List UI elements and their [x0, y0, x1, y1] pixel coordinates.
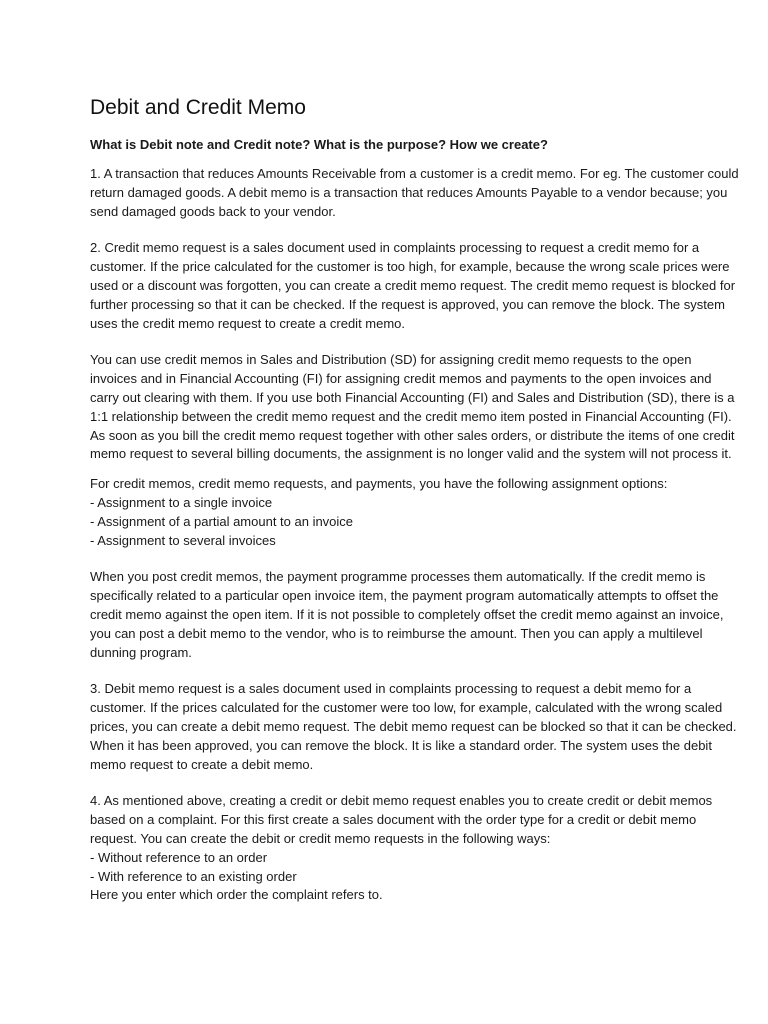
list-item: - Assignment of a partial amount to an invoice: [90, 513, 354, 529]
paragraph-7: 4. As mentioned above, creating a credit or debit memo request enables you to create credit or debit memos based on a complaint. For this first create a sales document with the order type for a credit or debit memo request. You can create the debit or credit memo requests in the following ways:: [90, 793, 713, 846]
paragraph-4-intro: For credit memos, credit memo requests, and payments, you have the following assignment options:: [90, 476, 668, 492]
document-subtitle: What is Debit note and Credit note? What is the purpose? How we create?: [90, 137, 548, 152]
list-item: - Assignment to a single invoice: [90, 494, 273, 510]
paragraph-3: You can use credit memos in Sales and Distribution (SD) for assigning credit memo requests to the open invoices and in Financial Accounting (FI) for assigning credit memos and payments to the open invoices and carry out clearing with them. If you use both Financial Accounting (FI) and Sales and Distribution (SD), there is a 1:1 relationship between the credit memo request and the credit memo item posted in Financial Accounting (FI). As soon as you bill the credit memo request together with other sales orders, or distribute the items of one credit memo request to several billing documents, the assignment is no longer valid and the system will not process it.: [90, 352, 735, 462]
list-item: - With reference to an existing order: [90, 868, 297, 884]
page-title: Debit and Credit Memo: [90, 96, 306, 119]
paragraph-5: When you post credit memos, the payment programme processes them automatically. If the credit memo is specifically related to a particular open invoice item, the payment program automatically attempts to offset the credit memo against the open item. If it is not possible to completely offset the credit memo against an invoice, you can post a debit memo to the vendor, who is to reimburse the amount. Then you can apply a multilevel dunning program.: [90, 569, 724, 660]
list-item: - Assignment to several invoices: [90, 532, 276, 548]
paragraph-1: 1. A transaction that reduces Amounts Receivable from a customer is a credit memo. For eg. The customer could return damaged goods. A debit memo is a transaction that reduces Amounts Payable to a vendor because; you send damaged goods back to your vendor.: [90, 166, 739, 219]
paragraph-7-end: Here you enter which order the complaint refers to.: [90, 887, 383, 903]
paragraph-6: 3. Debit memo request is a sales document used in complaints processing to request a debit memo for a customer. If the prices calculated for the customer were too low, for example, calculated with the wrong scaled prices, you can create a debit memo request. The debit memo request can be blocked so that it can be checked. When it has been approved, you can remove the block. It is like a standard order. The system uses the debit memo request to create a debit memo.: [90, 681, 737, 772]
document-body: [90, 94, 740, 905]
list-item: - Without reference to an order: [90, 849, 268, 865]
paragraph-2: 2. Credit memo request is a sales document used in complaints processing to request a credit memo for a customer. If the price calculated for the customer is too high, for example, because the wrong scale prices were used or a discount was forgotten, you can create a credit memo request. The credit memo request is blocked for further processing so that it can be checked. If the request is approved, you can remove the block. The system uses the credit memo request to create a credit memo.: [90, 240, 736, 331]
